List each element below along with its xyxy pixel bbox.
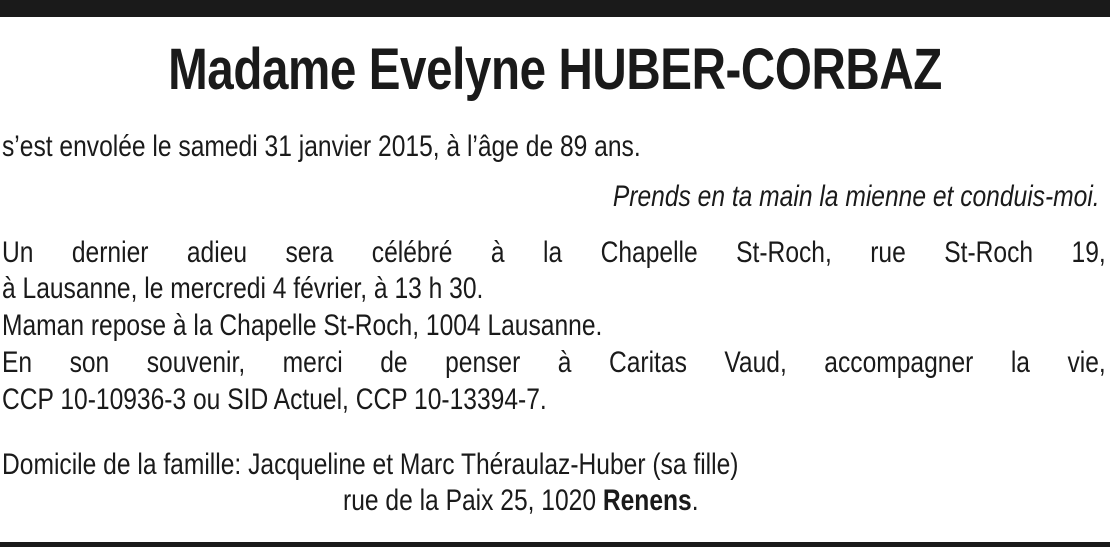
memory-line-1: En son souvenir, merci de penser à Caritas Vaud, accompagner la vie, — [2, 346, 1106, 379]
bottom-border-rule — [0, 542, 1110, 547]
rest-location-line: Maman repose à la Chapelle St-Roch, 1004 Lausanne. — [2, 309, 603, 342]
memory-line-2: CCP 10-10936-3 ou SID Actuel, CCP 10-13394-7. — [2, 383, 547, 416]
ceremony-line-2: à Lausanne, le mercredi 4 février, à 13 h 30. — [2, 272, 484, 305]
domicile-line: Domicile de la famille: Jacqueline et Marc Théraulaz-Huber (sa fille) — [2, 448, 739, 481]
deceased-name-title: Madame Evelyne HUBER-CORBAZ — [168, 37, 942, 102]
address-street: rue de la Paix 25, 1020 — [343, 484, 603, 517]
top-border-rule — [0, 0, 1110, 17]
quote-line: Prends en ta main la mienne et conduis-moi. — [613, 180, 1100, 213]
ceremony-line-1: Un dernier adieu sera célébré à la Chapelle St-Roch, rue St-Roch 19, — [2, 236, 1106, 269]
intro-line: s’est envolée le samedi 31 janvier 2015, à l’âge de 89 ans. — [2, 130, 641, 163]
address-period: . — [691, 484, 699, 517]
family-address — [343, 484, 699, 518]
address-city: Renens — [602, 484, 692, 517]
